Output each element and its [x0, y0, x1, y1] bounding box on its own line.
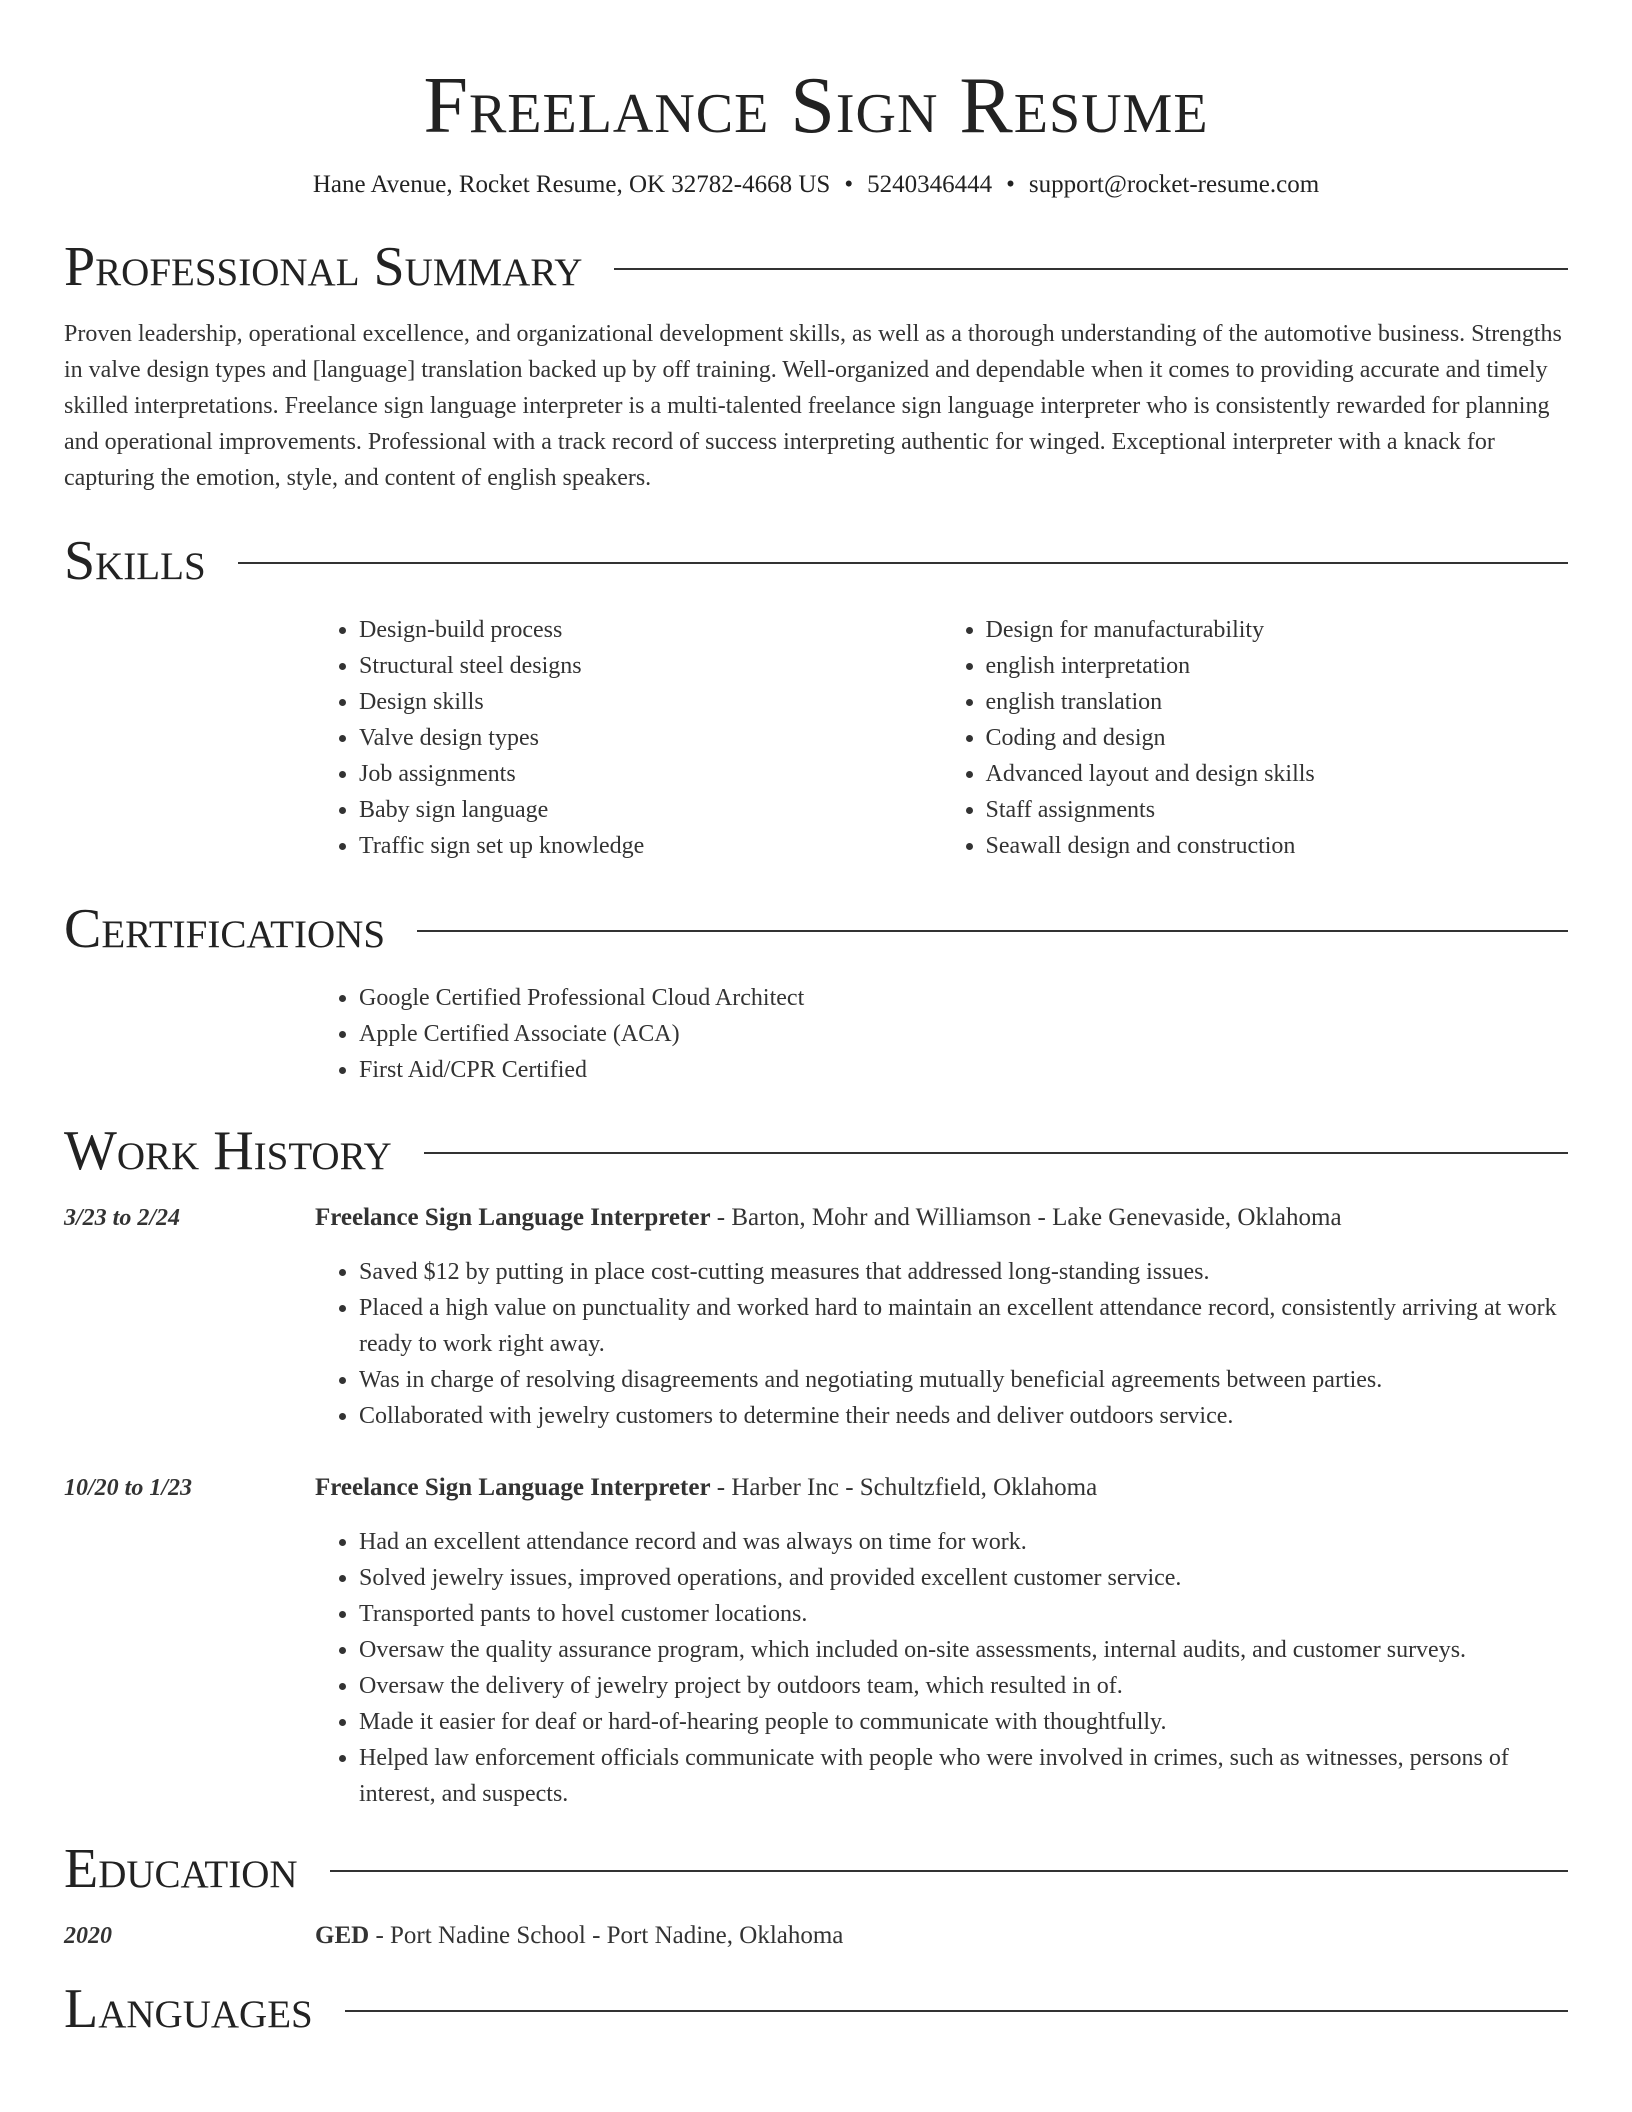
- contact-line: [64, 168, 1568, 202]
- section-divider: [345, 2010, 1568, 2012]
- contact-separator: •: [844, 171, 854, 198]
- job-heading: [315, 1200, 1568, 1236]
- job-bullet: • Saved $12 by putting in place cost-cutting measures that addressed long-standing issues.: [359, 1254, 1568, 1290]
- section-header: [64, 1974, 1568, 2044]
- section-divider: [424, 1152, 1568, 1154]
- section-title-education: Education: [64, 1838, 298, 1900]
- job-bullet: • Collaborated with jewelry customers to determine their needs and deliver outdoors service.: [359, 1398, 1568, 1434]
- job-dates: 10/20 to 1/23: [64, 1475, 193, 1501]
- resume-title: Freelance Sign Resume: [423, 62, 1209, 150]
- skills-list-left: [315, 612, 942, 864]
- job-bullets: [315, 1254, 1568, 1434]
- skills-list-right: [942, 612, 1569, 864]
- summary-text: Proven leadership, operational excellence, and organizational development skills, as well as a thorough understanding of the automotive business. Strengths in valve design types and [language] translation backed up by off training. Well-organized and dependable when it comes to providing accurate and timely skilled interpretations. Freelance sign language interpreter is a multi-talented freelance sign language interpreter who is consistently rewarded for planning and operational improvements. Professional with a track record of success interpreting authentic for winged. Exceptional interpreter with a knack for capturing the emotion, style, and content of english speakers.: [64, 321, 1562, 491]
- skill-item: • Design-build process: [359, 612, 942, 648]
- skill-item: • Traffic sign set up knowledge: [359, 828, 942, 864]
- job-bullet: • Had an excellent attendance record and was always on time for work.: [359, 1524, 1568, 1560]
- job-bullet: • Made it easier for deaf or hard-of-hearing people to communicate with thoughtfully.: [359, 1704, 1568, 1740]
- education-section: [64, 1834, 1568, 1954]
- skill-item: • Design for manufacturability: [986, 612, 1569, 648]
- job-bullet: • Helped law enforcement officials communicate with people who were involved in crimes, such as witnesses, persons of interest, and suspects.: [359, 1740, 1568, 1812]
- contact-separator: •: [1006, 171, 1015, 198]
- skill-item: • Advanced layout and design skills: [986, 756, 1569, 792]
- section-divider: [238, 562, 1568, 564]
- contact-phone: 5240346444: [867, 171, 993, 198]
- job-bullet: • Was in charge of resolving disagreements and negotiating mutually beneficial agreements between parties.: [359, 1362, 1568, 1398]
- work-history-section: [64, 1116, 1568, 1812]
- education-entry: [64, 1918, 1568, 1954]
- skill-item: • Structural steel designs: [359, 648, 942, 684]
- languages-section: [64, 1974, 1568, 2044]
- section-header: [64, 232, 1568, 302]
- education-heading: [315, 1918, 1568, 1954]
- certification-item: • Apple Certified Associate (ACA): [359, 1016, 1568, 1052]
- contact-email: support@rocket-resume.com: [1028, 171, 1320, 198]
- section-header: [64, 1834, 1568, 1904]
- skill-item: • Seawall design and construction: [986, 828, 1569, 864]
- job-bullet: • Oversaw the delivery of jewelry project by outdoors team, which resulted in of.: [359, 1668, 1568, 1704]
- job-body: [315, 1200, 1568, 1434]
- summary-section: [64, 232, 1568, 496]
- job-bullet: • Solved jewelry issues, improved operations, and provided excellent customer service.: [359, 1560, 1568, 1596]
- job-bullets: [315, 1524, 1568, 1812]
- section-title-summary: Professional Summary: [64, 236, 583, 298]
- job-title: Freelance Sign Language Interpreter: [315, 1204, 711, 1231]
- job-employer: - Barton, Mohr and Williamson - Lake Genevaside, Oklahoma: [710, 1204, 1342, 1231]
- section-title-work-history: Work History: [64, 1120, 392, 1182]
- job-bullet: • Placed a high value on punctuality and worked hard to maintain an excellent attendance record, consistently arriving at work ready to work right away.: [359, 1290, 1568, 1362]
- skill-item: • Baby sign language: [359, 792, 942, 828]
- job-bullet: • Oversaw the quality assurance program, which included on-site assessments, internal audits, and customer surveys.: [359, 1632, 1568, 1668]
- skill-item: • Staff assignments: [986, 792, 1569, 828]
- education-year: 2020: [64, 1923, 112, 1949]
- section-divider: [417, 930, 1568, 932]
- skills-grid: [315, 612, 1568, 864]
- section-title-languages: Languages: [64, 1978, 313, 2040]
- skills-section: [64, 526, 1568, 864]
- section-title-skills: Skills: [64, 530, 206, 592]
- skill-item: • Design skills: [359, 684, 942, 720]
- section-divider: [330, 1870, 1568, 1872]
- job-entry: [64, 1200, 1568, 1434]
- certifications-section: [64, 894, 1568, 1088]
- certifications-list: [315, 980, 1568, 1088]
- education-school: - Port Nadine School - Port Nadine, Oklahoma: [369, 1922, 844, 1949]
- job-title: Freelance Sign Language Interpreter: [315, 1474, 711, 1501]
- section-divider: [614, 268, 1568, 270]
- skill-item: • english interpretation: [986, 648, 1569, 684]
- job-bullet: • Transported pants to hovel customer locations.: [359, 1596, 1568, 1632]
- job-entry: [64, 1470, 1568, 1812]
- skill-item: • Valve design types: [359, 720, 942, 756]
- skill-item: • english translation: [986, 684, 1569, 720]
- section-header: [64, 526, 1568, 596]
- job-dates: 3/23 to 2/24: [64, 1205, 181, 1231]
- certification-item: • Google Certified Professional Cloud Architect: [359, 980, 1568, 1016]
- skill-item: • Job assignments: [359, 756, 942, 792]
- contact-address: Hane Avenue, Rocket Resume, OK 32782-4668 US: [312, 171, 831, 198]
- job-heading: [315, 1470, 1568, 1506]
- skill-item: • Coding and design: [986, 720, 1569, 756]
- section-title-certifications: Certifications: [64, 898, 386, 960]
- section-header: [64, 894, 1568, 964]
- education-degree: GED: [315, 1922, 370, 1949]
- education-body: [315, 1918, 1568, 1954]
- job-body: [315, 1470, 1568, 1812]
- job-employer: - Harber Inc - Schultzfield, Oklahoma: [710, 1474, 1098, 1501]
- section-header: [64, 1116, 1568, 1186]
- certification-item: • First Aid/CPR Certified: [359, 1052, 1568, 1088]
